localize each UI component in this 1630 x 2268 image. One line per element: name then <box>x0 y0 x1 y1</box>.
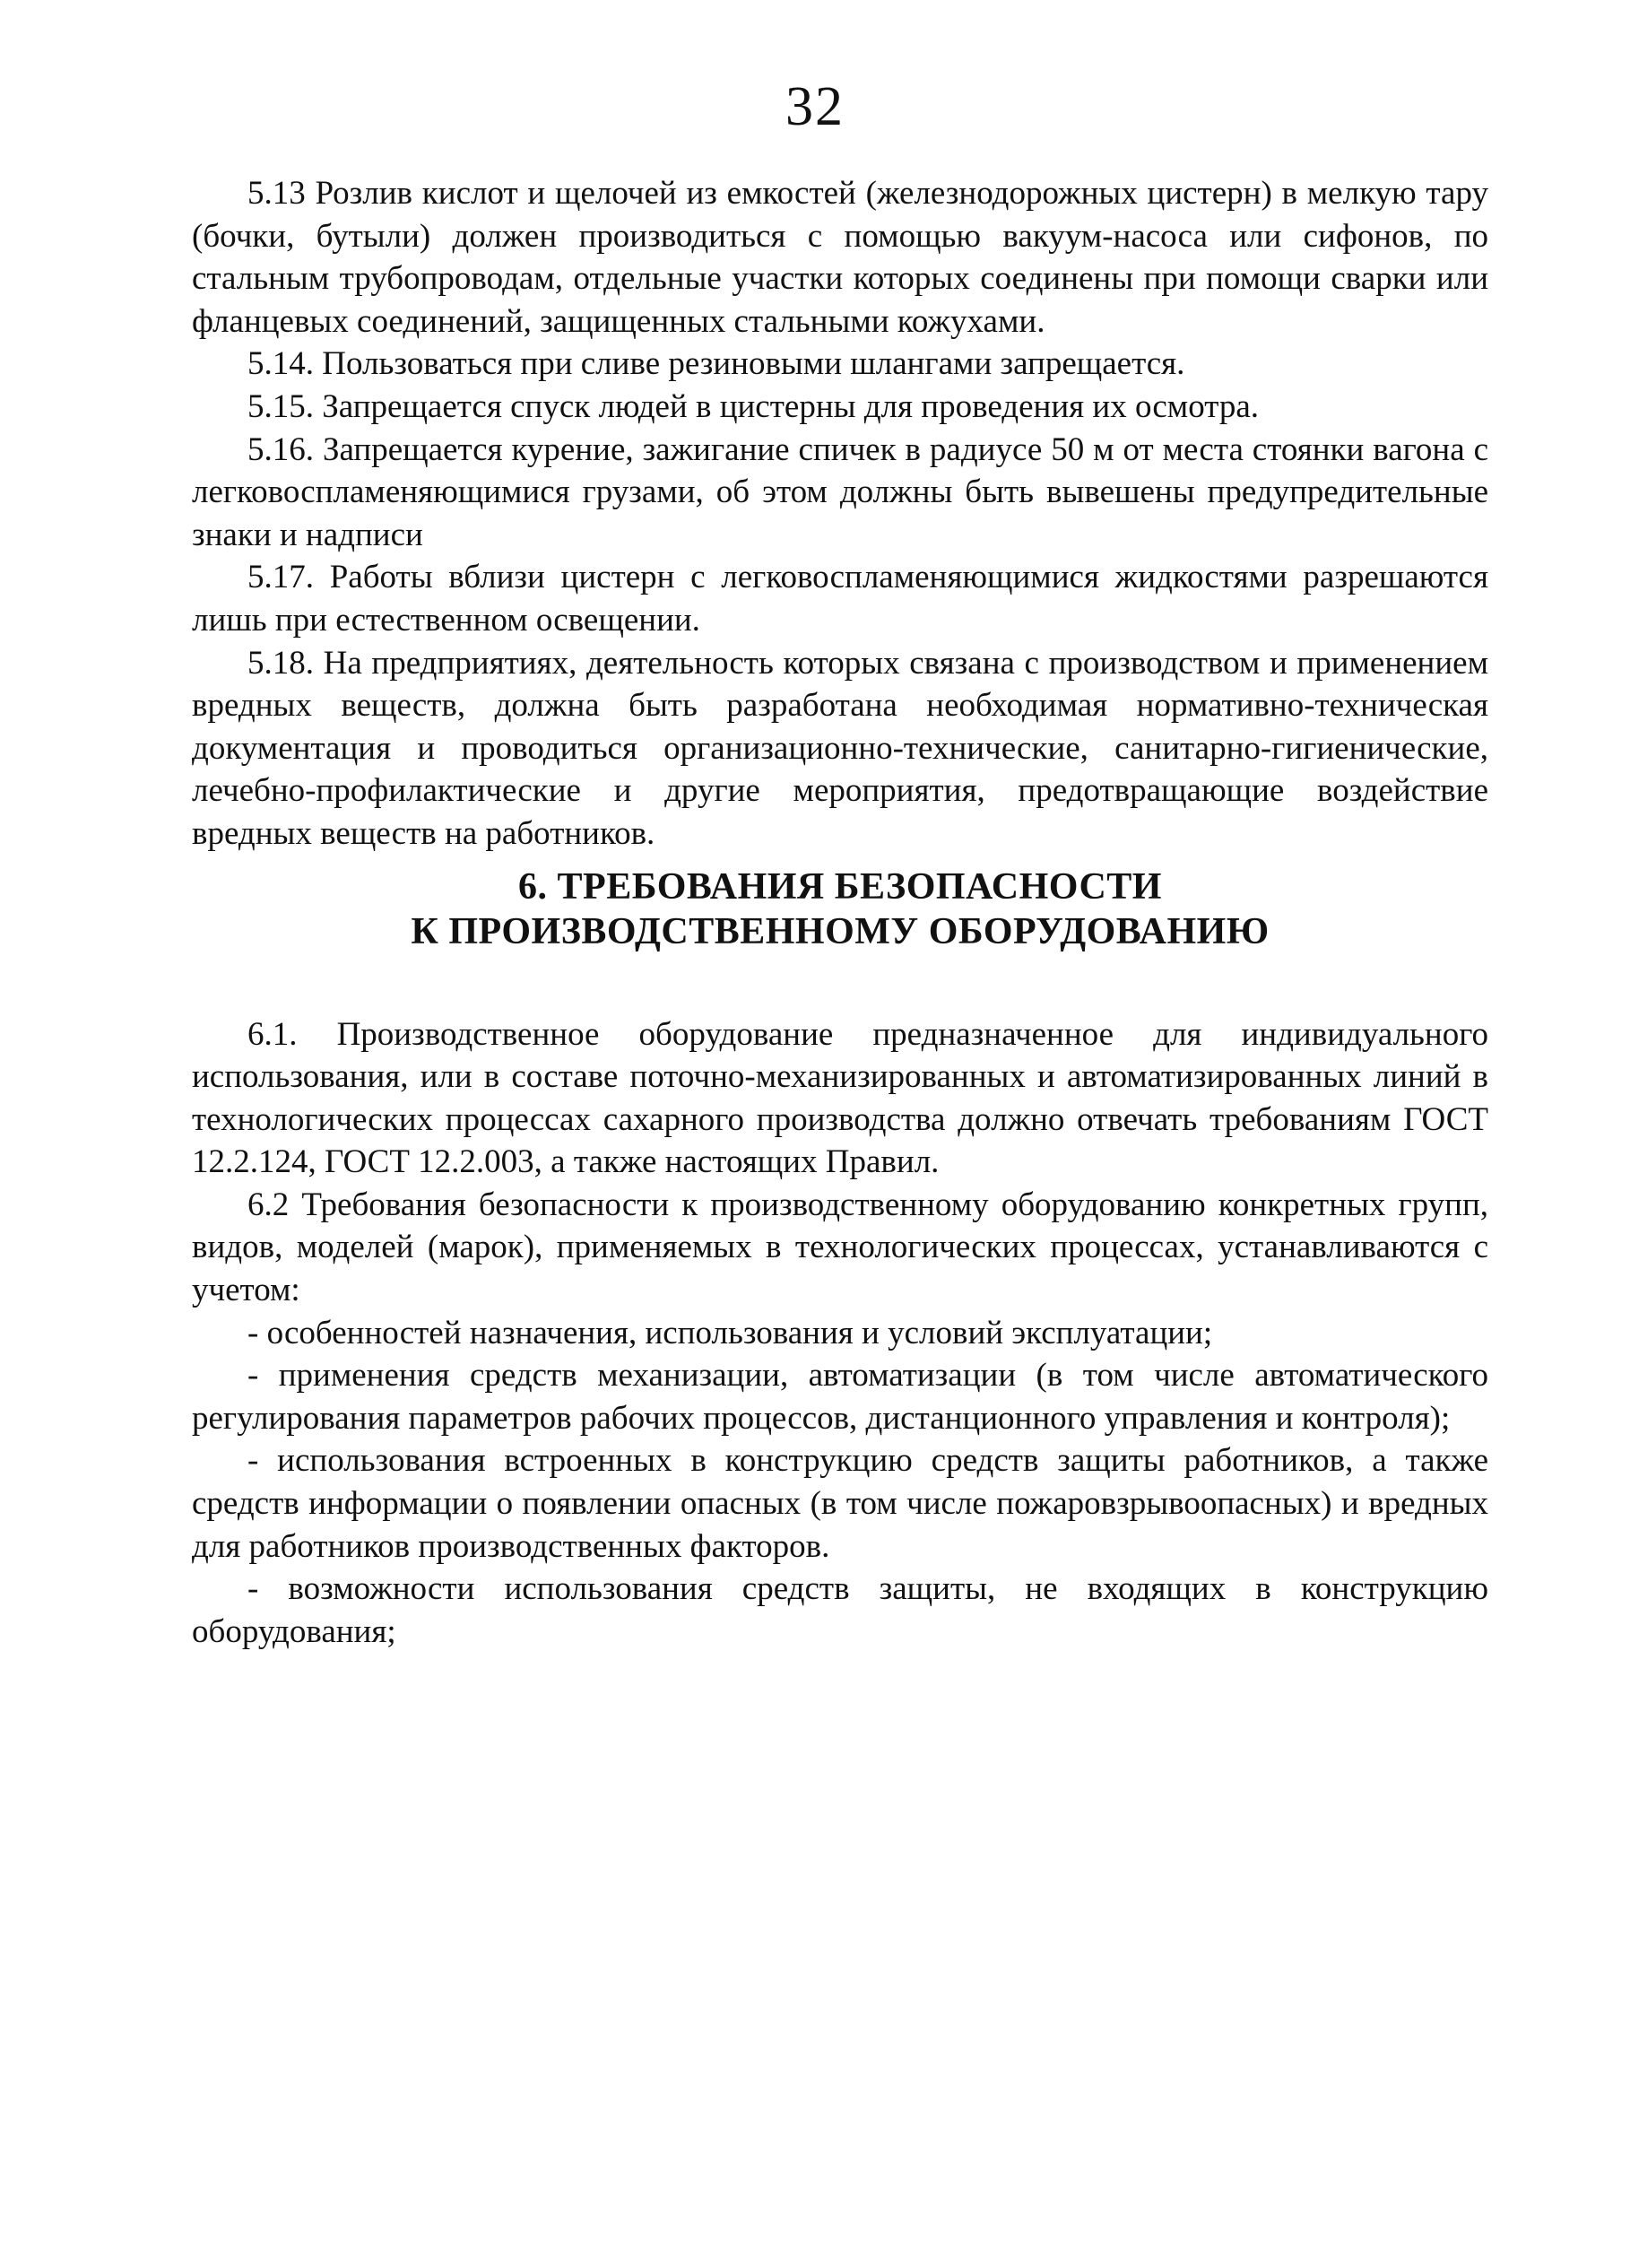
list-item-external-protection: - возможности использования средств защиты, не входящих в конструкцию оборудования; <box>192 1570 1488 1650</box>
paragraph-6-1: 6.1. Производственное оборудование предназначенное для индивидуального использования, или в составе поточно-механизированных и автоматизированных линий в технологических процессах сахарного производства должно отвечать требованиям ГОСТ 12.2.124, ГОСТ 12.2.003, а также настоящих Правил. <box>192 1015 1488 1181</box>
paragraph-5-17: 5.17. Работы вблизи цистерн с легковоспламеняющимися жидкостями разрешаются лишь при естественном освещении. <box>192 559 1488 639</box>
page-content <box>192 172 1488 1653</box>
paragraph-5-18: 5.18. На предприятиях, деятельность которых связана с производством и применением вредных веществ, должна быть разработана необходимая нормативно-техническая документация и проводиться организационно-технические, санитарно-гигиенические, лечебно-профилактические и другие мероприятия, предотвращающие воздействие вредных веществ на работников. <box>192 644 1488 852</box>
paragraph-5-13: 5.13 Розлив кислот и щелочей из емкостей (железнодорожных цистерн) в мелкую тару (бочки, бутыли) должен производиться с помощью вакуум-насоса или сифонов, по стальным трубопроводам, отдельные участки которых соединены при помощи сварки или фланцевых соединений, защищенных стальными кожухами. <box>192 175 1488 340</box>
section-heading-line1: 6. ТРЕБОВАНИЯ БЕЗОПАСНОСТИ <box>518 865 1162 908</box>
paragraph-5-15: 5.15. Запрещается спуск людей в цистерны для проведения их осмотра. <box>247 387 1260 425</box>
paragraph-5-14: 5.14. Пользоваться при сливе резиновыми шлангами запрещается. <box>247 345 1185 383</box>
section-heading-line2: К ПРОИЗВОДСТВЕННОМУ ОБОРУДОВАНИЮ <box>411 910 1270 952</box>
list-item-mechanization: - применения средств механизации, автоматизации (в том числе автоматического регулирования параметров рабочих процессов, дистанционного управления и контроля); <box>192 1357 1488 1437</box>
paragraph-5-16: 5.16. Запрещается курение, зажигание спичек в радиусе 50 м от места стоянки вагона с легковоспламеняющимися грузами, об этом должны быть вывешены предупредительные знаки и надписи <box>192 430 1488 553</box>
list-item-protection-means: - использования встроенных в конструкцию средств защиты работников, а также средств информации о появлении опасных (в том числе пожаровзрывоопасных) и вредных для работников производственных факторов. <box>192 1442 1488 1565</box>
paragraph-6-2: 6.2 Требования безопасности к производственному оборудованию конкретных групп, видов, моделей (марок), применяемых в технологических процессах, устанавливаются с учетом: <box>192 1186 1488 1309</box>
section-body <box>192 1013 1488 1654</box>
page-number: 32 <box>785 76 845 137</box>
list-item-features: - особенностей назначения, использования и условий эксплуатации; <box>247 1314 1213 1351</box>
section-heading <box>192 865 1488 954</box>
